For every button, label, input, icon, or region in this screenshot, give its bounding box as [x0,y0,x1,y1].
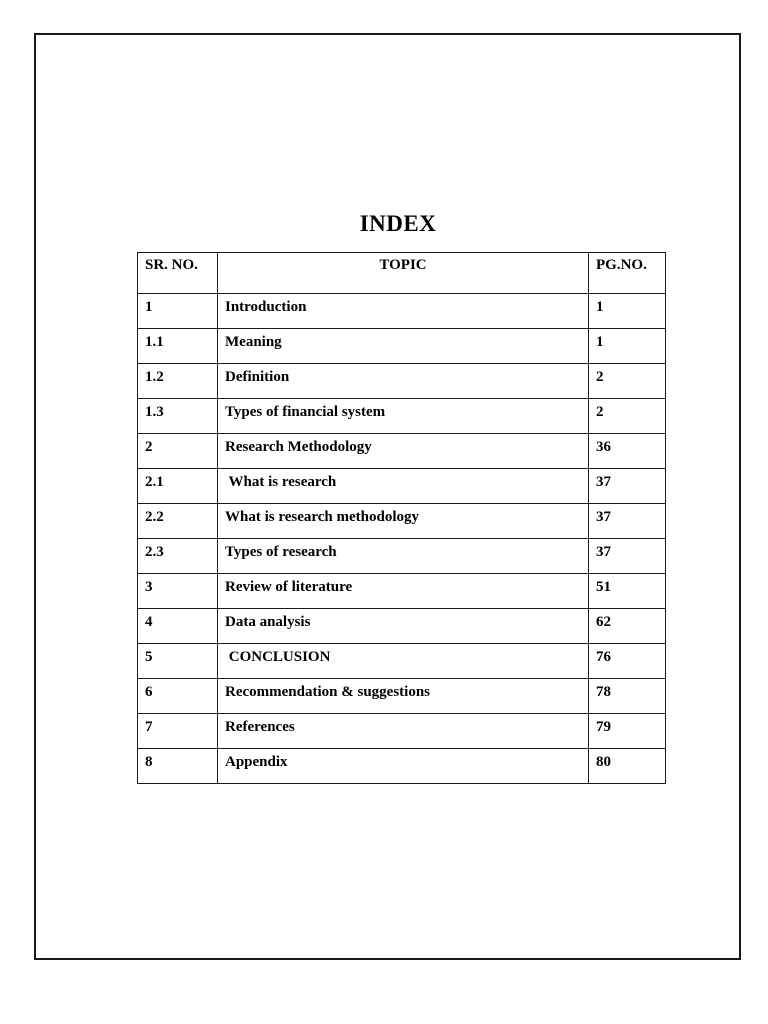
row-sr-no: 6 [138,679,218,714]
row-topic: Introduction [218,294,589,329]
row-topic: Research Methodology [218,434,589,469]
row-pg-no: 37 [589,469,666,504]
page-title: INDEX [359,211,437,236]
table-row [138,679,666,714]
row-pg-no: 2 [589,364,666,399]
table-row [138,644,666,679]
table-row [138,294,666,329]
table-row [138,714,666,749]
row-pg-no: 1 [589,329,666,364]
row-pg-no: 2 [589,399,666,434]
row-topic: What is research [218,469,589,504]
row-sr-no: 3 [138,574,218,609]
table-row [138,399,666,434]
row-sr-no: 2.1 [138,469,218,504]
row-sr-no: 5 [138,644,218,679]
header-topic: TOPIC [218,253,589,294]
row-topic: Review of literature [218,574,589,609]
table-row [138,609,666,644]
row-sr-no: 1 [138,294,218,329]
table-row [138,574,666,609]
row-pg-no: 79 [589,714,666,749]
row-topic: Definition [218,364,589,399]
row-pg-no: 37 [589,504,666,539]
row-topic: Types of research [218,539,589,574]
row-pg-no: 62 [589,609,666,644]
row-sr-no: 8 [138,749,218,784]
header-sr-no: SR. NO. [138,253,218,294]
table-row [138,504,666,539]
row-sr-no: 7 [138,714,218,749]
table-row [138,469,666,504]
row-sr-no: 4 [138,609,218,644]
table-row [138,329,666,364]
row-pg-no: 36 [589,434,666,469]
row-sr-no: 1.3 [138,399,218,434]
table-row [138,539,666,574]
row-pg-no: 51 [589,574,666,609]
row-topic: CONCLUSION [218,644,589,679]
row-pg-no: 76 [589,644,666,679]
row-sr-no: 2.2 [138,504,218,539]
row-topic: Recommendation & suggestions [218,679,589,714]
table-row [138,749,666,784]
row-pg-no: 78 [589,679,666,714]
row-topic: Types of financial system [218,399,589,434]
row-topic: What is research methodology [218,504,589,539]
row-sr-no: 2 [138,434,218,469]
table-row [138,434,666,469]
table-header-row [138,253,666,294]
row-topic: Meaning [218,329,589,364]
header-pg-no: PG.NO. [589,253,666,294]
row-sr-no: 1.1 [138,329,218,364]
row-topic: Data analysis [218,609,589,644]
table-row [138,364,666,399]
row-pg-no: 37 [589,539,666,574]
row-pg-no: 80 [589,749,666,784]
row-topic: Appendix [218,749,589,784]
row-topic: References [218,714,589,749]
row-sr-no: 1.2 [138,364,218,399]
row-sr-no: 2.3 [138,539,218,574]
row-pg-no: 1 [589,294,666,329]
index-table [137,252,666,784]
